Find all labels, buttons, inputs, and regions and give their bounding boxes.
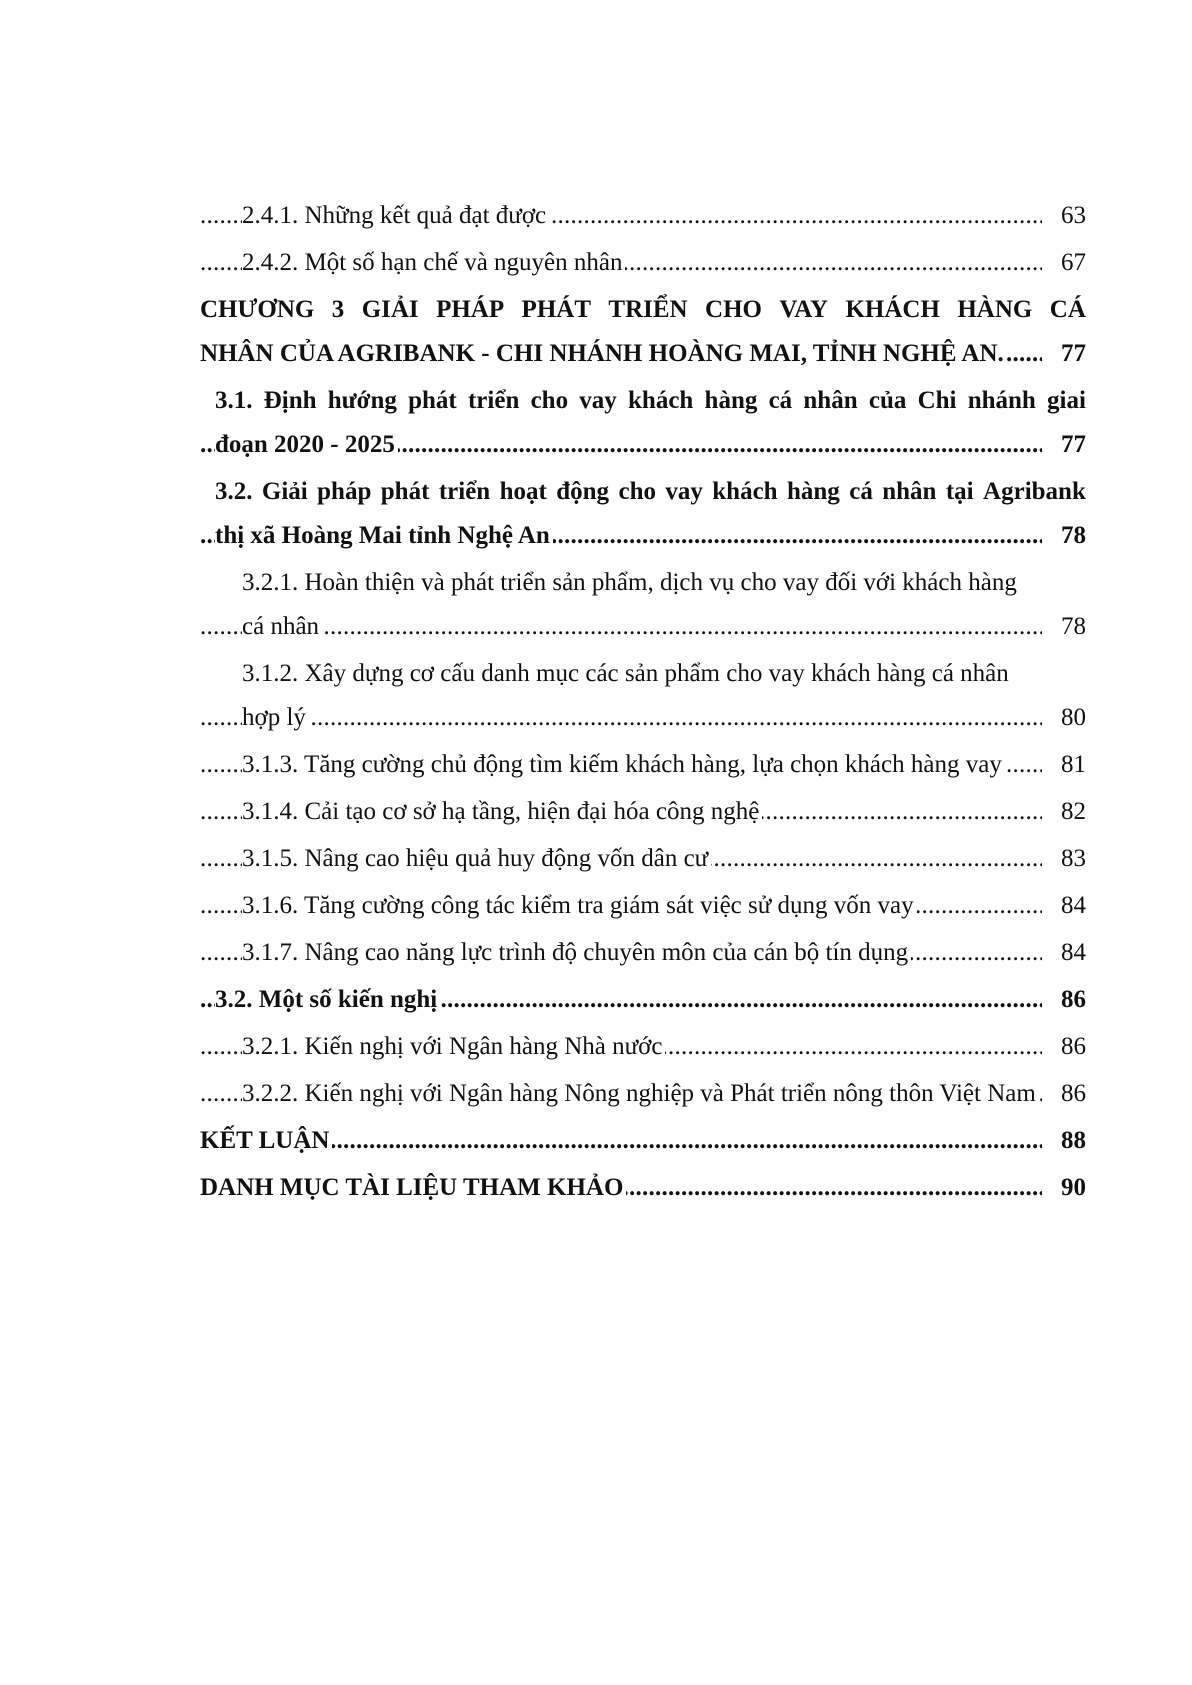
toc-entry-page: 78 xyxy=(1058,514,1086,558)
toc-entry-page: 83 xyxy=(1058,837,1086,881)
section-3-1-title-line-1: 3.1. Định hướng phát triển cho vay khách hàng cá nhân của Chi nhánh giai xyxy=(215,387,1086,414)
toc-entry-page: 80 xyxy=(1058,696,1086,740)
section-3-2-1-title-line-1: 3.2.1. Hoàn thiện và phát triển sản phẩm, dịch vụ cho vay đối với khách hàng xyxy=(242,569,1017,596)
toc-entry-title: đoạn 2020 - 2025 xyxy=(215,431,398,458)
toc-entry-title: NHÂN CỦA AGRIBANK - CHI NHÁNH HOÀNG MAI, TỈNH NGHỆ AN. xyxy=(200,340,1007,367)
leader-dots xyxy=(200,696,1042,740)
toc-entry-page: 77 xyxy=(1058,423,1086,467)
section-3-2-1-title-line-2 xyxy=(200,605,1086,649)
toc-entry-title: thị xã Hoàng Mai tỉnh Nghệ An xyxy=(215,522,553,549)
toc-entry-page: 63 xyxy=(1058,194,1086,238)
toc-entry-page: 78 xyxy=(1058,605,1086,649)
chapter-3-title-line-1: CHƯƠNG 3 GIẢI PHÁP PHÁT TRIỂN CHO VAY KHÁCH HÀNG CÁ xyxy=(200,296,1086,323)
toc-entry-title: 2.4.2. Một số hạn chế và nguyên nhân xyxy=(242,249,625,276)
toc-entry-title: 3.1.4. Cải tạo cơ sở hạ tầng, hiện đại hóa công nghệ xyxy=(242,798,762,825)
toc-entry-title: 3.1.6. Tăng cường công tác kiểm tra giám sát việc sử dụng vốn vay xyxy=(242,892,917,919)
toc-entry-2-4-1[interactable] xyxy=(200,194,1086,238)
toc-entry-page: 88 xyxy=(1058,1119,1086,1163)
toc-entry-3-1-4[interactable] xyxy=(200,790,1086,834)
toc-entry-title: hợp lý xyxy=(242,704,309,731)
toc-entry-conclusion[interactable] xyxy=(200,1119,1086,1163)
section-3-1-2-title-line-1: 3.1.2. Xây dựng cơ cấu danh mục các sản phẩm cho vay khách hàng cá nhân xyxy=(242,660,1009,687)
toc-entry-page: 90 xyxy=(1058,1166,1086,1210)
toc-entry-3-1[interactable] xyxy=(200,379,1086,467)
toc-entry-title: DANH MỤC TÀI LIỆU THAM KHẢO xyxy=(200,1174,626,1201)
toc-entry-page: 86 xyxy=(1058,1072,1086,1116)
toc-entry-3-2-1-recommendation[interactable] xyxy=(200,1025,1086,1069)
toc-entry-3-1-5[interactable] xyxy=(200,837,1086,881)
toc-entry-3-1-3[interactable] xyxy=(200,743,1086,787)
toc-entry-page: 67 xyxy=(1058,241,1086,285)
toc-entry-title: KẾT LUẬN xyxy=(200,1127,332,1154)
chapter-3-title-line-2 xyxy=(200,332,1086,376)
toc-entry-page: 81 xyxy=(1058,743,1086,787)
toc-entry-3-2-2-recommendation[interactable] xyxy=(200,1072,1086,1116)
toc-entry-2-4-2[interactable] xyxy=(200,241,1086,285)
toc-entry-page: 86 xyxy=(1058,978,1086,1022)
toc-entry-3-2-1[interactable] xyxy=(200,561,1086,649)
toc-entry-3-1-2[interactable] xyxy=(200,652,1086,740)
toc-entry-references[interactable] xyxy=(200,1166,1086,1210)
table-of-contents xyxy=(200,194,1086,1210)
section-3-2-title-line-2 xyxy=(200,514,1086,558)
toc-entry-title: 3.2.1. Kiến nghị với Ngân hàng Nhà nước xyxy=(242,1033,665,1060)
toc-entry-title: 2.4.1. Những kết quả đạt được xyxy=(242,202,549,229)
toc-entry-page: 86 xyxy=(1058,1025,1086,1069)
toc-entry-page: 84 xyxy=(1058,931,1086,975)
toc-entry-3-1-7[interactable] xyxy=(200,931,1086,975)
toc-entry-title: 3.2. Một số kiến nghị xyxy=(215,986,440,1013)
toc-entry-3-2[interactable] xyxy=(200,470,1086,558)
section-3-1-2-title-line-2 xyxy=(200,696,1086,740)
leader-dots xyxy=(200,605,1042,649)
toc-entry-3-2-recommendations[interactable] xyxy=(200,978,1086,1022)
toc-entry-page: 84 xyxy=(1058,884,1086,928)
section-3-2-title-line-1: 3.2. Giải pháp phát triển hoạt động cho vay khách hàng cá nhân tại Agribank xyxy=(215,478,1086,505)
toc-entry-page: 77 xyxy=(1058,332,1086,376)
toc-entry-title: 3.1.3. Tăng cường chủ động tìm kiếm khách hàng, lựa chọn khách hàng vay xyxy=(242,751,1005,778)
section-3-1-title-line-2 xyxy=(200,423,1086,467)
toc-entry-3-1-6[interactable] xyxy=(200,884,1086,928)
toc-entry-title: cá nhân xyxy=(242,613,322,640)
toc-entry-title: 3.1.5. Nâng cao hiệu quả huy động vốn dân cư xyxy=(242,845,711,872)
toc-entry-title: 3.2.2. Kiến nghị với Ngân hàng Nông nghiệp và Phát triển nông thôn Việt Nam xyxy=(242,1080,1039,1107)
toc-entry-title: 3.1.7. Nâng cao năng lực trình độ chuyên môn của cán bộ tín dụng xyxy=(242,939,911,966)
toc-entry-chapter-3[interactable] xyxy=(200,288,1086,376)
toc-entry-page: 82 xyxy=(1058,790,1086,834)
